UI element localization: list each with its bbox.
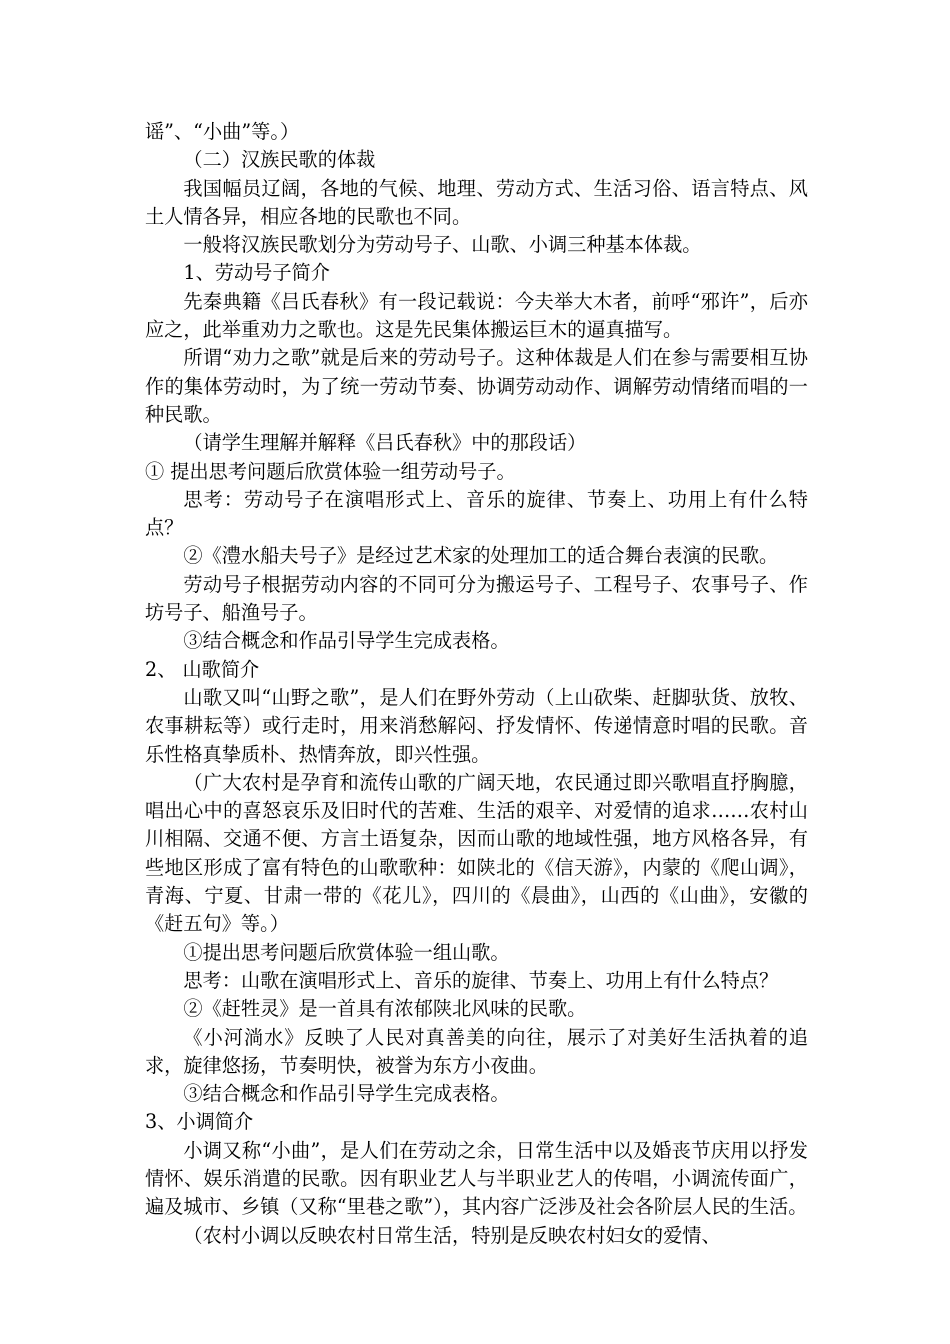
section-heading: （二）汉族民歌的体裁 <box>183 148 376 172</box>
paragraph: （广大农村是孕育和流传山歌的广阔天地，农民通过即兴歌唱直抒胸臆，唱出心中的喜怒哀乐及旧时代的苦难、生活的艰辛、对爱情的追求……农村山川相隔、交通不便、方言土语复杂，因而山歌的地域性强，地方风格各异，有些地区形成了富有特色的山歌歌种：如陕北的《信天游》，内蒙的《爬山调》，青海、宁夏、甘肃一带的《花儿》，四川的《晨曲》，山西的《山曲》，安徽的《赶五句》等。） <box>145 770 808 936</box>
paragraph: 我国幅员辽阔，各地的气候、地理、劳动方式、生活习俗、语言特点、风土人情各异，相应各地的民歌也不同。 <box>145 176 808 228</box>
paragraph: ②《澧水船夫号子》是经过艺术家的处理加工的适合舞台表演的民歌。 <box>183 544 779 568</box>
paragraph: ③结合概念和作品引导学生完成表格。 <box>183 1082 510 1106</box>
paragraph: 所谓“劝力之歌”就是后来的劳动号子。这种体裁是人们在参与需要相互协作的集体劳动时，为了统一劳动节奏、协调劳动动作、调解劳动情绪而唱的一种民歌。 <box>145 346 808 426</box>
subsection-heading: 2、 山歌简介 <box>145 657 260 681</box>
paragraph: 劳动号子根据劳动内容的不同可分为搬运号子、工程号子、农事号子、作坊号子、船渔号子。 <box>145 572 808 625</box>
paragraph: 山歌又叫“山野之歌”，是人们在野外劳动（上山砍柴、赶脚驮货、放牧、农事耕耘等）或行走时，用来消愁解闷、抒发情怀、传递情意时唱的民歌。音乐性格真挚质朴、热情奔放，即兴性强。 <box>145 685 808 766</box>
paragraph: 《小河淌水》反映了人民对真善美的向往，展示了对美好生活执着的追求，旋律悠扬，节奏明快，被誉为东方小夜曲。 <box>145 1025 808 1077</box>
paragraph: （请学生理解并解释《吕氏春秋》中的那段话） <box>183 431 587 455</box>
paragraph: 思考：劳动号子在演唱形式上、音乐的旋律、节奏上、功用上有什么特点？ <box>145 487 808 540</box>
paragraph: （农村小调以反映农村日常生活，特别是反映农村妇女的爱情、 <box>183 1223 721 1247</box>
paragraph: ①提出思考问题后欣赏体验一组山歌。 <box>183 940 510 964</box>
paragraph: ① 提出思考问题后欣赏体验一组劳动号子。 <box>145 459 516 483</box>
document-body <box>145 118 808 1250</box>
subsection-heading: 1、劳动号子简介 <box>183 261 330 285</box>
paragraph: ②《赶牲灵》是一首具有浓郁陕北风味的民歌。 <box>183 997 587 1021</box>
paragraph: 思考：山歌在演唱形式上、音乐的旋律、节奏上、功用上有什么特点？ <box>183 968 779 992</box>
paragraph: 一般将汉族民歌划分为劳动号子、山歌、小调三种基本体裁。 <box>183 233 702 257</box>
paragraph: 先秦典籍《吕氏春秋》有一段记载说：今夫举大木者，前呼“邪许”，后亦应之，此举重劝力之歌也。这是先民集体搬运巨木的逼真描写。 <box>145 289 808 342</box>
paragraph: 谣”、“小曲”等。） <box>145 120 300 143</box>
paragraph: 小调又称“小曲”，是人们在劳动之余，日常生活中以及婚丧节庆用以抒发情怀、娱乐消遣的民歌。因有职业艺人与半职业艺人的传唱，小调流传面广，遍及城市、乡镇（又称“里巷之歌”），其内容广泛涉及社会各阶层人民的生活。 <box>145 1138 808 1219</box>
paragraph: ③结合概念和作品引导学生完成表格。 <box>183 629 510 653</box>
subsection-heading: 3、小调简介 <box>145 1110 254 1134</box>
